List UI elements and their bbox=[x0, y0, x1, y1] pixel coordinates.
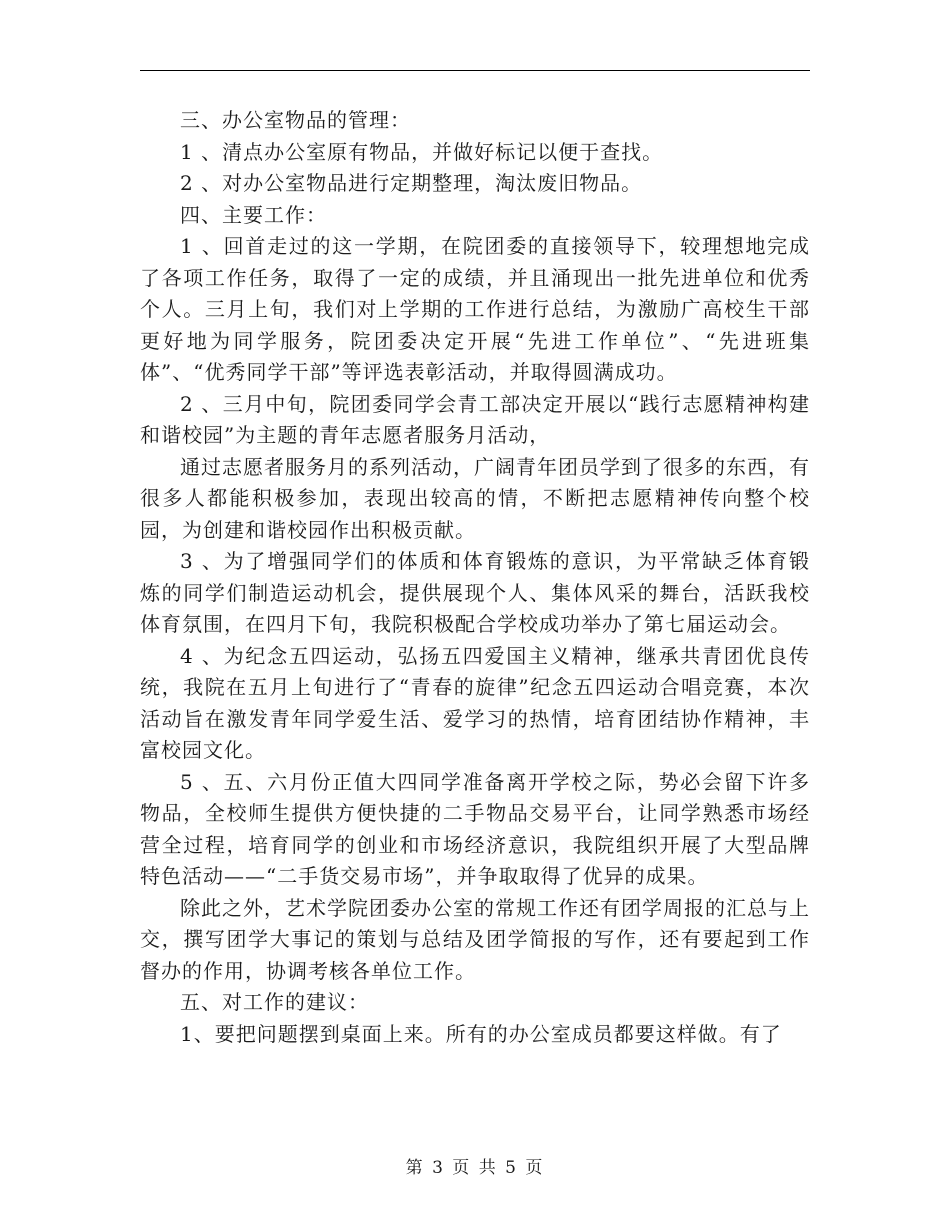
paragraph: 通过志愿者服务月的系列活动，广阔青年团员学到了很多的东西，有很多人都能积极参加，表现出较高的情，不断把志愿精神传向整个校园，为创建和谐校园作出积极贡献。 bbox=[140, 454, 810, 542]
paragraph: 除此之外，艺术学院团委办公室的常规工作还有团学周报的汇总与上交，撰写团学大事记的策划与总结及团学简报的写作，还有要起到工作督办的作用，协调考核各单位工作。 bbox=[140, 895, 810, 983]
paragraph: 2 、对办公室物品进行定期整理，淘汰废旧物品。 bbox=[180, 171, 643, 195]
page-number: 第 3 页 共 5 页 bbox=[405, 1158, 545, 1178]
paragraph: 1 、清点办公室原有物品，并做好标记以便于查找。 bbox=[180, 139, 664, 164]
header-rule bbox=[140, 70, 810, 71]
paragraph: 五、对工作的建议： bbox=[180, 990, 369, 1014]
paragraph: 1 、回首走过的这一学期，在院团委的直接领导下，较理想地完成了各项工作任务，取得了一定的成绩，并且涌现出一批先进单位和优秀个人。三月上旬，我们对上学期的工作进行总结，为激励广高校生干部更好地为同学服务，院团委决定开展“先进工作单位”、“先进班集体”、“优秀同学干部”等评选表彰活动，并取得圆满成功。 bbox=[140, 234, 810, 384]
paragraph: 四、主要工作： bbox=[180, 202, 327, 227]
paragraph: 4 、为纪念五四运动，弘扬五四爱国主义精神，继承共青团优良传统，我院在五月上旬进行了“青春的旋律”纪念五四运动合唱竞赛，本次活动旨在激发青年同学爱生活、爱学习的热情，培育团结协作精神，丰富校园文化。 bbox=[140, 643, 810, 762]
paragraph: 5 、五、六月份正值大四同学准备离开学校之际，势必会留下许多物品，全校师生提供方便快捷的二手物品交易平台，让同学熟悉市场经营全过程，培育同学的创业和市场经济意识，我院组织开展了大型品牌特色活动——“二手货交易市场”，并争取取得了优异的成果。 bbox=[140, 769, 810, 888]
paragraph: 1、要把问题摆到桌面上来。所有的办公室成员都要这样做。有了 bbox=[180, 1021, 782, 1046]
document-body bbox=[140, 105, 810, 1050]
paragraph: 2 、三月中旬，院团委同学会青工部决定开展以“践行志愿精神构建和谐校园”为主题的青年志愿者服务月活动， bbox=[140, 391, 810, 447]
paragraph: 三、办公室物品的管理： bbox=[180, 108, 411, 132]
paragraph: 3 、为了增强同学们的体质和体育锻炼的意识，为平常缺乏体育锻炼的同学们制造运动机会，提供展现个人、集体风采的舞台，活跃我校体育氛围，在四月下旬，我院积极配合学校成功举办了第七届运动会。 bbox=[140, 549, 810, 636]
